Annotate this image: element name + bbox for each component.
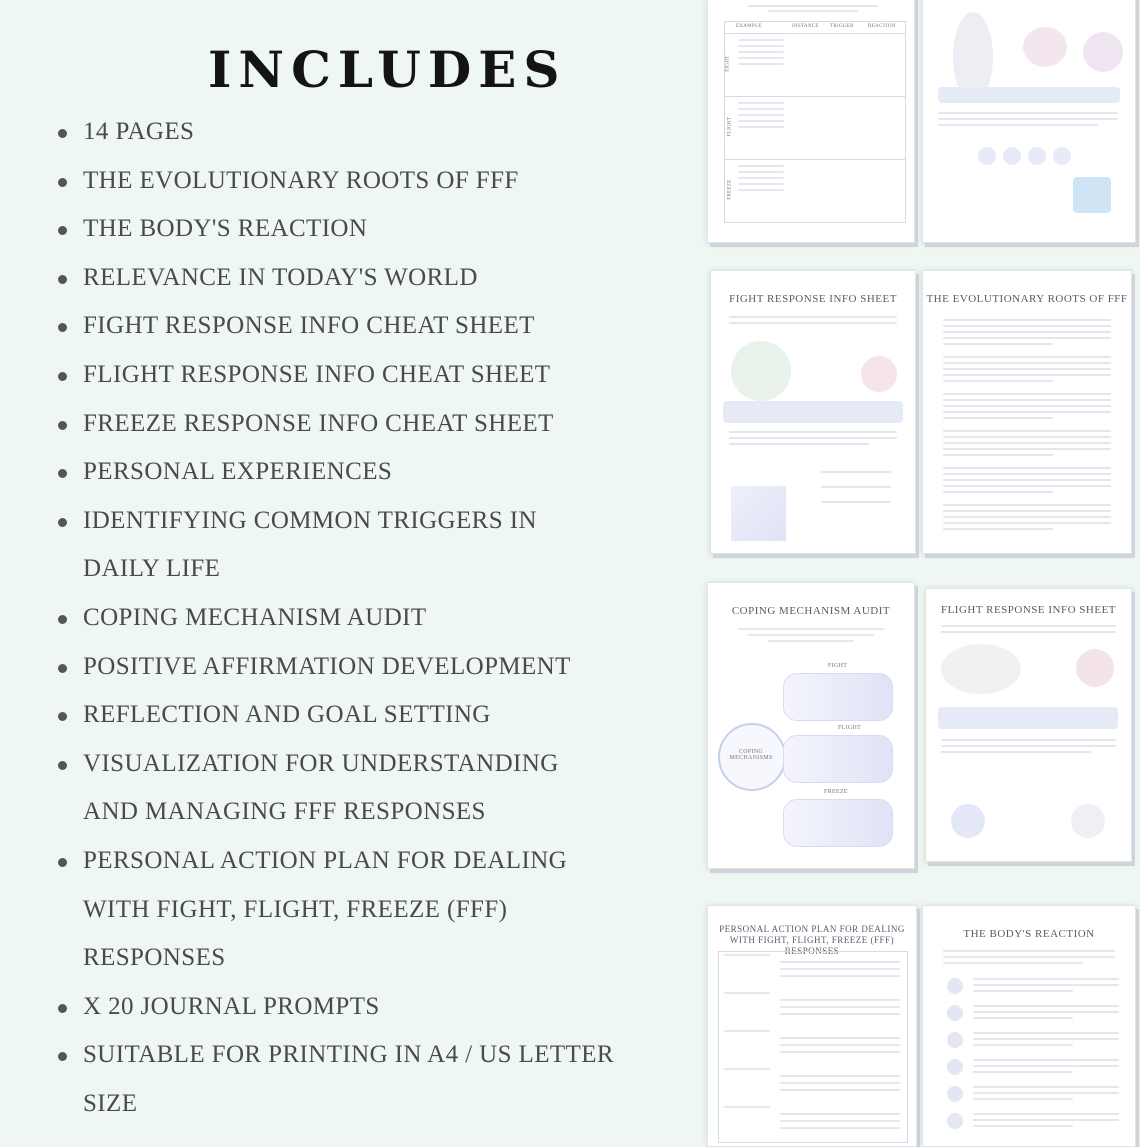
feature-item: RELEVANCE IN TODAY'S WORLD: [55, 254, 705, 303]
feature-item: FREEZE RESPONSE INFO CHEAT SHEET: [55, 400, 705, 449]
text-line: [780, 961, 900, 963]
flight-info-title: FLIGHT RESPONSE INFO SHEET: [940, 604, 1117, 616]
text-line: [943, 473, 1111, 475]
feature-item-continuation: RESPONSES: [83, 944, 226, 972]
feature-item: THE EVOLUTIONARY ROOTS OF FFF: [55, 157, 705, 206]
text-line: [738, 171, 784, 173]
preview-page-action-plan: [707, 905, 917, 1147]
feature-item: PERSONAL ACTION PLAN FOR DEALING: [55, 837, 705, 886]
text-line: [973, 1065, 1119, 1067]
text-line: [738, 177, 784, 179]
feature-item: SUITABLE FOR PRINTING IN A4 / US LETTER: [55, 1031, 705, 1080]
text-line: [724, 992, 770, 994]
text-line: [973, 1059, 1119, 1061]
feature-item: FIGHT RESPONSE INFO CHEAT SHEET: [55, 302, 705, 351]
table-column-header: REACTION: [868, 24, 896, 29]
table-row: [724, 159, 906, 223]
text-line: [943, 454, 1053, 456]
text-line: [973, 1038, 1119, 1040]
feature-item-continuation: WITH FIGHT, FLIGHT, FREEZE (FFF): [83, 895, 508, 923]
text-line: [943, 325, 1111, 327]
preview-page-triggers-table: [707, 0, 915, 243]
feature-item-continuation: DAILY LIFE: [83, 555, 221, 583]
text-line: [943, 417, 1053, 419]
text-line: [780, 1113, 900, 1115]
text-line: [738, 57, 784, 59]
text-line: [738, 189, 784, 191]
feature-item: THE BODY'S REACTION: [55, 205, 705, 254]
text-line: [943, 362, 1111, 364]
text-line: [943, 479, 1111, 481]
step-icon: [947, 1113, 963, 1129]
evolutionary-roots-title: THE EVOLUTIONARY ROOTS OF FFF: [926, 293, 1128, 305]
text-line: [943, 368, 1111, 370]
table-column-header: EXAMPLE: [736, 24, 762, 29]
text-line: [943, 491, 1053, 493]
text-line: [780, 1082, 900, 1084]
text-line: [943, 380, 1053, 382]
text-line: [973, 1005, 1119, 1007]
feature-item: POSITIVE AFFIRMATION DEVELOPMENT: [55, 643, 705, 692]
text-line: [780, 1044, 900, 1046]
feature-item: VISUALIZATION FOR UNDERSTANDING: [55, 740, 705, 789]
feature-item: REFLECTION AND GOAL SETTING: [55, 691, 705, 740]
coping-branch-freeze: FREEZE: [824, 789, 848, 795]
text-line: [973, 984, 1119, 986]
coping-audit-title: COPING MECHANISM AUDIT: [731, 605, 891, 617]
text-line: [943, 411, 1111, 413]
text-line: [780, 1006, 900, 1008]
text-line: [780, 1013, 900, 1015]
text-line: [780, 1089, 900, 1091]
text-line: [780, 999, 900, 1001]
feature-item: 14 PAGES: [55, 108, 705, 157]
feature-item: IDENTIFYING COMMON TRIGGERS IN: [55, 497, 705, 546]
text-line: [780, 1075, 900, 1077]
text-line: [943, 356, 1111, 358]
text-line: [943, 504, 1111, 506]
text-line: [943, 393, 1111, 395]
text-line: [738, 108, 784, 110]
preview-page-body-figure: [922, 0, 1136, 243]
text-line: [943, 337, 1111, 339]
feature-item: FLIGHT RESPONSE INFO CHEAT SHEET: [55, 351, 705, 400]
feature-item-continuation: SIZE: [83, 1089, 138, 1117]
text-line: [780, 1120, 900, 1122]
text-line: [973, 1119, 1119, 1121]
feature-item-continuation: AND MANAGING FFF RESPONSES: [83, 798, 486, 826]
preview-page-coping-audit: [707, 582, 915, 869]
coping-branch-flight: FLIGHT: [838, 725, 862, 731]
text-line: [943, 436, 1111, 438]
text-line: [738, 126, 784, 128]
text-line: [973, 1044, 1073, 1046]
preview-page-body-reaction: [922, 905, 1136, 1147]
text-line: [943, 448, 1111, 450]
text-line: [738, 39, 784, 41]
text-line: [973, 1032, 1119, 1034]
preview-page-fight-info: [710, 270, 916, 554]
text-line: [973, 1086, 1119, 1088]
text-line: [943, 319, 1111, 321]
coping-center-label: COPING MECHANISMS: [729, 749, 773, 761]
text-line: [780, 1037, 900, 1039]
feature-item: X 20 JOURNAL PROMPTS: [55, 983, 705, 1032]
text-line: [780, 1127, 900, 1129]
text-line: [973, 1011, 1119, 1013]
text-line: [943, 343, 1053, 345]
step-icon: [947, 1032, 963, 1048]
text-line: [738, 63, 784, 65]
table-row: [724, 33, 906, 97]
coping-branch-fight: FIGHT: [828, 663, 848, 669]
text-line: [724, 1068, 770, 1070]
step-icon: [947, 978, 963, 994]
text-line: [973, 1017, 1073, 1019]
text-line: [973, 990, 1073, 992]
feature-item: COPING MECHANISM AUDIT: [55, 594, 705, 643]
step-icon: [947, 1059, 963, 1075]
text-line: [780, 975, 900, 977]
text-line: [724, 954, 770, 956]
text-line: [943, 374, 1111, 376]
table-row-label: FLIGHT: [727, 116, 733, 137]
action-plan-title: PERSONAL ACTION PLAN FOR DEALING WITH FIGHT, FLIGHT, FREEZE (FFF) RESPONSES: [719, 924, 905, 956]
text-line: [973, 1092, 1119, 1094]
text-line: [973, 1071, 1073, 1073]
table-column-header: INSTANCE: [792, 24, 819, 29]
text-line: [973, 1113, 1119, 1115]
text-line: [943, 522, 1111, 524]
text-line: [943, 442, 1111, 444]
text-line: [738, 165, 784, 167]
text-line: [780, 968, 900, 970]
text-line: [738, 183, 784, 185]
text-line: [738, 102, 784, 104]
feature-item: PERSONAL EXPERIENCES: [55, 448, 705, 497]
text-line: [738, 114, 784, 116]
text-line: [943, 516, 1111, 518]
preview-page-evolutionary-roots: [922, 270, 1132, 554]
text-line: [943, 467, 1111, 469]
fight-info-title: FIGHT RESPONSE INFO SHEET: [729, 293, 897, 305]
text-line: [943, 405, 1111, 407]
text-line: [973, 1098, 1073, 1100]
text-line: [724, 1030, 770, 1032]
preview-page-flight-info: [925, 588, 1132, 862]
table-column-header: TRIGGER: [830, 24, 854, 29]
text-line: [780, 1051, 900, 1053]
text-line: [973, 978, 1119, 980]
text-line: [973, 1125, 1073, 1127]
text-line: [943, 510, 1111, 512]
step-icon: [947, 1086, 963, 1102]
text-line: [738, 45, 784, 47]
text-line: [724, 1106, 770, 1108]
text-line: [943, 399, 1111, 401]
table-row-label: FIGHT: [725, 55, 731, 72]
text-line: [943, 528, 1053, 530]
text-line: [738, 120, 784, 122]
body-reaction-title: THE BODY'S REACTION: [963, 928, 1095, 940]
text-line: [943, 331, 1111, 333]
step-icon: [947, 1005, 963, 1021]
text-line: [738, 51, 784, 53]
table-row-label: FREEZE: [727, 179, 733, 200]
feature-list: [55, 108, 705, 1128]
includes-heading: INCLUDES: [208, 40, 567, 99]
text-line: [943, 430, 1111, 432]
table-row: [724, 96, 906, 160]
text-line: [943, 485, 1111, 487]
